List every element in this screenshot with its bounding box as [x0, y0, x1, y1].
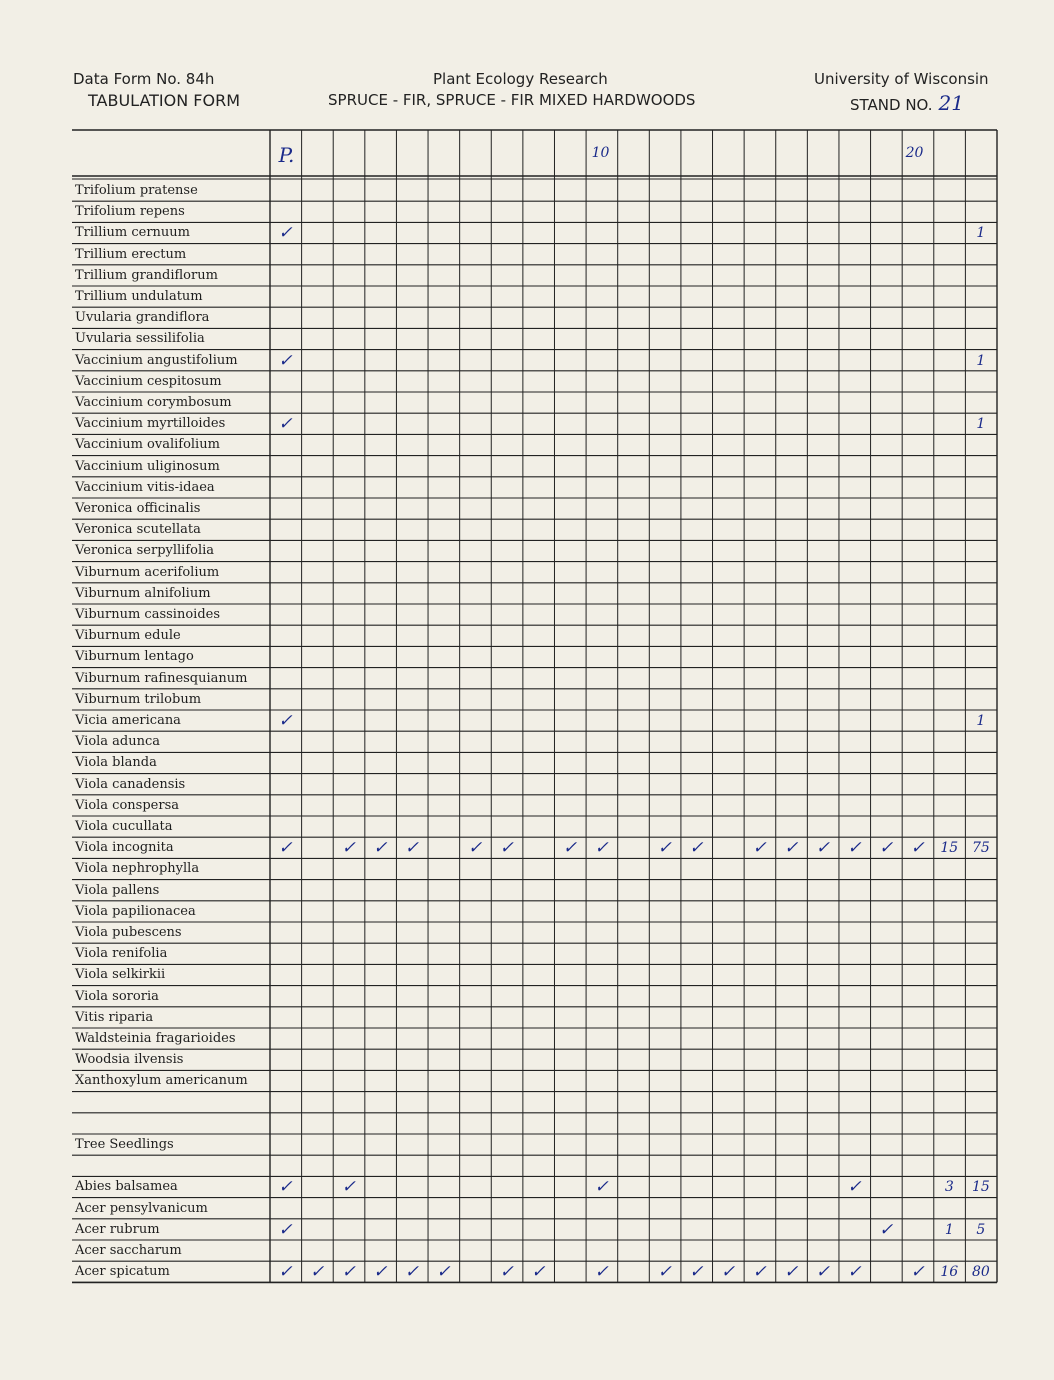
- form-number: Data Form No. 84h: [73, 70, 215, 88]
- tally-number: 1: [976, 713, 986, 729]
- check-mark: ✓: [910, 1262, 925, 1283]
- species-name: Veronica serpyllifolia: [75, 543, 215, 559]
- species-name: Viola renifolia: [75, 946, 168, 962]
- org-line-2: SPRUCE - FIR, SPRUCE - FIR MIXED HARDWOODS: [328, 91, 696, 109]
- check-mark: ✓: [278, 838, 293, 859]
- check-mark: ✓: [341, 838, 356, 859]
- check-mark: ✓: [878, 838, 894, 859]
- species-name: Viola adunca: [75, 734, 161, 750]
- check-mark: ✓: [594, 838, 609, 859]
- org-line-1: Plant Ecology Research: [433, 70, 608, 88]
- check-mark: ✓: [752, 1262, 767, 1283]
- species-name: Viola cucullata: [75, 819, 173, 834]
- species-name: Viola nephrophylla: [75, 861, 200, 877]
- check-mark: ✓: [404, 1262, 420, 1283]
- stand-label: STAND NO.: [850, 96, 933, 114]
- check-mark: ✓: [499, 838, 514, 859]
- tally-number: 5: [976, 1221, 986, 1238]
- species-name: Viola selkirkii: [75, 967, 166, 983]
- species-name: Xanthoxylum americanum: [75, 1073, 248, 1089]
- species-name: Veronica officinalis: [75, 501, 201, 516]
- check-mark: ✓: [404, 838, 420, 859]
- species-name: Acer pensylvanicum: [75, 1200, 208, 1216]
- check-mark: ✓: [815, 838, 830, 859]
- species-name: Viburnum lentago: [75, 649, 194, 665]
- tally-number: 75: [971, 840, 990, 857]
- species-name: Viburnum alnifolium: [75, 585, 211, 601]
- check-mark: ✓: [278, 1177, 293, 1198]
- check-mark: ✓: [815, 1262, 830, 1283]
- species-name: Veronica scutellata: [75, 522, 201, 538]
- check-mark: ✓: [562, 838, 578, 859]
- species-name: Viola conspersa: [75, 797, 179, 813]
- form-title: TABULATION FORM: [88, 91, 241, 110]
- species-name: Waldsteinia fragarioides: [75, 1031, 236, 1046]
- species-name: Trillium undulatum: [75, 289, 203, 304]
- check-mark: ✓: [847, 1262, 862, 1283]
- check-mark: ✓: [278, 414, 293, 435]
- tally-number: 1: [976, 225, 986, 242]
- check-mark: ✓: [784, 1262, 799, 1283]
- species-name: Viburnum cassinoides: [75, 607, 221, 622]
- check-mark: ✓: [847, 1177, 862, 1198]
- check-mark: ✓: [278, 350, 293, 371]
- species-name: Viburnum acerifolium: [75, 564, 220, 580]
- check-mark: ✓: [499, 1262, 514, 1283]
- tally-number: 1: [976, 416, 986, 433]
- check-mark: ✓: [278, 1262, 293, 1283]
- check-mark: ✓: [373, 1262, 388, 1283]
- check-mark: ✓: [594, 1177, 609, 1198]
- species-name: Vaccinium corymbosum: [75, 395, 232, 410]
- species-name: Acer spicatum: [75, 1264, 170, 1280]
- check-mark: ✓: [847, 838, 862, 859]
- tally-number: 15: [971, 1179, 990, 1196]
- species-name: Viburnum edule: [75, 628, 181, 644]
- column-heading-10: 10: [591, 145, 610, 161]
- column-heading-p: P.: [278, 143, 295, 167]
- species-name: Trillium erectum: [75, 246, 187, 262]
- check-mark: ✓: [878, 1219, 894, 1240]
- check-mark: ✓: [657, 1262, 672, 1283]
- species-name: Viola pallens: [75, 882, 160, 898]
- check-mark: ✓: [689, 838, 704, 859]
- species-name: Viola incognita: [75, 840, 174, 856]
- column-heading-20: 20: [905, 145, 924, 161]
- check-mark: ✓: [689, 1262, 704, 1283]
- tally-number: 1: [976, 352, 986, 369]
- species-name: Viola papilionacea: [75, 903, 196, 919]
- species-name: Viola pubescens: [75, 925, 182, 940]
- species-name: Vaccinium cespitosum: [75, 373, 222, 389]
- check-mark: ✓: [278, 1219, 293, 1240]
- species-name: Acer saccharum: [75, 1243, 182, 1258]
- tally-number: 16: [940, 1264, 959, 1281]
- check-mark: ✓: [309, 1262, 325, 1283]
- species-name: Woodsia ilvensis: [75, 1052, 184, 1068]
- check-mark: ✓: [720, 1262, 736, 1283]
- check-mark: ✓: [341, 1262, 356, 1283]
- check-mark: ✓: [594, 1262, 609, 1283]
- check-mark: ✓: [910, 838, 925, 859]
- species-name: Vaccinium uliginosum: [75, 458, 220, 474]
- species-name: Vaccinium ovalifolium: [75, 437, 220, 453]
- species-name: Vaccinium angustifolium: [75, 352, 238, 368]
- tally-number: 3: [944, 1179, 954, 1196]
- species-name: Trillium cernuum: [75, 225, 190, 241]
- check-mark: ✓: [278, 711, 293, 731]
- species-name: Viola blanda: [75, 755, 157, 771]
- species-name: Vaccinium myrtilloides: [75, 416, 226, 432]
- species-name: Vaccinium vitis-idaea: [75, 479, 215, 495]
- species-name: Viburnum rafinesquianum: [75, 670, 248, 686]
- species-name: Viburnum trilobum: [75, 691, 202, 707]
- tally-number: 80: [971, 1264, 990, 1281]
- check-mark: ✓: [531, 1262, 546, 1283]
- species-name: Uvularia grandiflora: [75, 310, 210, 326]
- species-name: Vicia americana: [75, 713, 181, 728]
- species-name: Abies balsamea: [75, 1179, 178, 1195]
- species-name: Trillium grandiflorum: [75, 267, 218, 283]
- check-mark: ✓: [341, 1177, 356, 1198]
- check-mark: ✓: [278, 223, 293, 244]
- check-mark: ✓: [373, 838, 388, 859]
- tally-number: 15: [940, 840, 959, 857]
- species-name: Viola canadensis: [75, 776, 186, 792]
- species-name: Trifolium repens: [75, 204, 185, 220]
- university-name: University of Wisconsin: [814, 70, 989, 88]
- stand-number: 21: [938, 91, 964, 115]
- check-mark: ✓: [436, 1262, 451, 1283]
- check-mark: ✓: [784, 838, 799, 859]
- check-mark: ✓: [657, 838, 672, 859]
- species-name: Uvularia sessilifolia: [75, 331, 205, 347]
- species-name: Vitis riparia: [75, 1009, 154, 1025]
- check-mark: ✓: [468, 838, 483, 859]
- tally-number: 1: [944, 1221, 954, 1238]
- species-name: Acer rubrum: [75, 1221, 160, 1237]
- species-name: Trifolium pratense: [75, 183, 198, 198]
- species-name: Tree Seedlings: [75, 1137, 174, 1152]
- species-name: Viola sororia: [75, 988, 159, 1004]
- check-mark: ✓: [752, 838, 767, 859]
